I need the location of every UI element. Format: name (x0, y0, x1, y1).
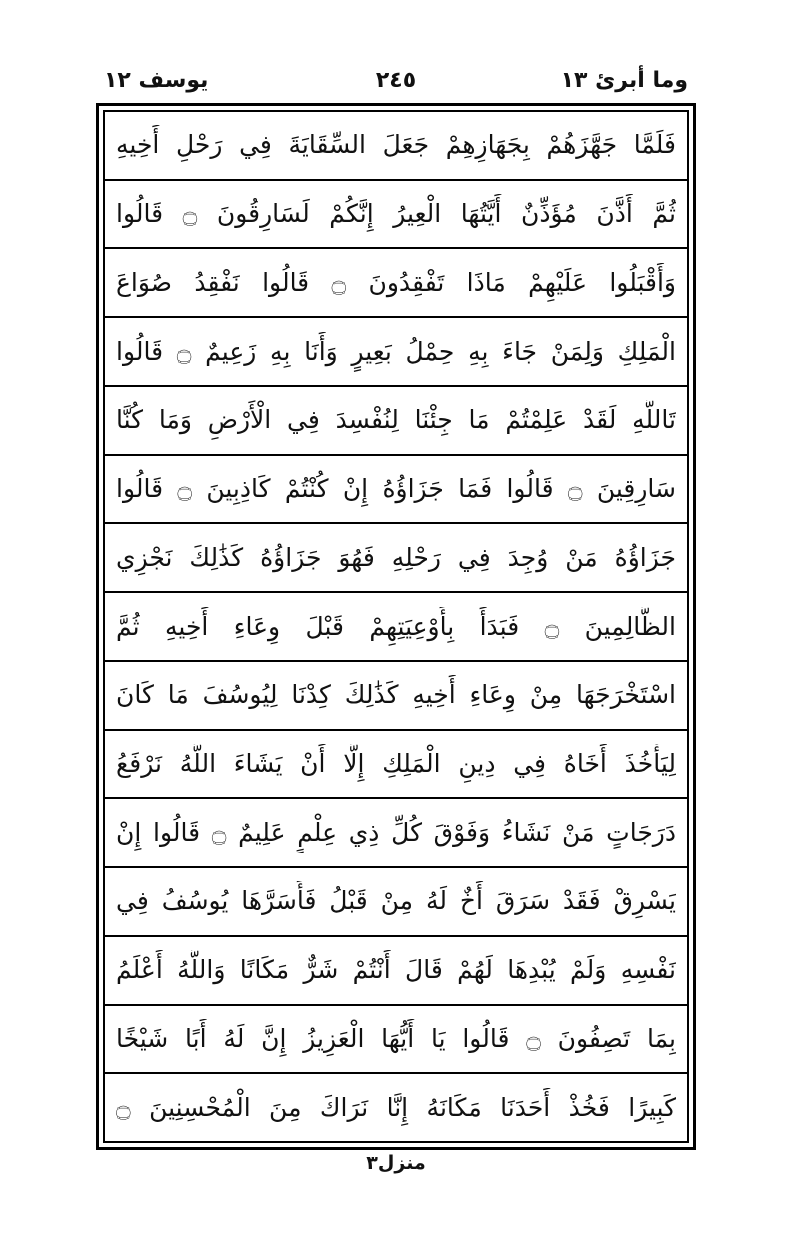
verse-text: وَأَقْبَلُوا عَلَيْهِمْ مَاذَا تَفْقِدُونَ ۝ قَالُوا نَفْقِدُ صُوَاعَ (116, 267, 676, 297)
text-frame (103, 110, 689, 1143)
verse-text: الْمَلِكِ وَلِمَنْ جَاءَ بِهِ حِمْلُ بَعِيرٍ وَأَنَا بِهِ زَعِيمٌ ۝ قَالُوا (116, 336, 676, 366)
verse-text: دَرَجَاتٍ مَنْ نَشَاءُ وَفَوْقَ كُلِّ ذِي عِلْمٍ عَلِيمٌ ۝ قَالُوا إِنْ (116, 817, 676, 847)
verse-text: سَارِقِينَ ۝ قَالُوا فَمَا جَزَاؤُهُ إِنْ كُنْتُمْ كَاذِبِينَ ۝ قَالُوا (116, 474, 676, 504)
verse-line (105, 387, 687, 456)
juz-label: وما أبرئ ١٣ (560, 68, 688, 93)
verse-text: فَلَمَّا جَهَّزَهُمْ بِجَهَازِهِمْ جَعَلَ السِّقَايَةَ فِي رَحْلِ أَخِيهِ (116, 130, 676, 160)
verse-line (105, 249, 687, 318)
verse-text: ثُمَّ أَذَّنَ مُؤَذِّنٌ أَيَّتُهَا الْعِيرُ إِنَّكُمْ لَسَارِقُونَ ۝ قَالُوا (116, 199, 676, 229)
verse-text: اسْتَخْرَجَهَا مِنْ وِعَاءِ أَخِيهِ كَذَٰلِكَ كِدْنَا لِيُوسُفَ مَا كَانَ (116, 680, 676, 710)
surah-label: يوسف ١٢ (104, 68, 209, 93)
verse-line (105, 868, 687, 937)
verse-line (105, 456, 687, 525)
verse-line (105, 731, 687, 800)
verse-line (105, 799, 687, 868)
verse-line (105, 112, 687, 181)
verse-line (105, 318, 687, 387)
verse-line (105, 662, 687, 731)
verse-text: بِمَا تَصِفُونَ ۝ قَالُوا يَا أَيُّهَا الْعَزِيزُ إِنَّ لَهُ أَبًا شَيْخًا (116, 1023, 676, 1053)
verse-text: لِيَأْخُذَ أَخَاهُ فِي دِينِ الْمَلِكِ إِلَّا أَنْ يَشَاءَ اللَّهُ نَرْفَعُ (116, 748, 676, 778)
manzil-label: منزل٣ (366, 1152, 426, 1174)
page-header (100, 64, 692, 102)
verse-line (105, 524, 687, 593)
verse-text: يَسْرِقْ فَقَدْ سَرَقَ أَخٌ لَهُ مِنْ قَبْلُ فَأَسَرَّهَا يُوسُفُ فِي (116, 886, 676, 916)
page-footer (0, 1152, 792, 1174)
page-number: ٢٤٥ (375, 68, 417, 93)
verse-text: جَزَاؤُهُ مَنْ وُجِدَ فِي رَحْلِهِ فَهُوَ جَزَاؤُهُ كَذَٰلِكَ نَجْزِي (116, 542, 676, 572)
verse-text: الظَّالِمِينَ ۝ فَبَدَأَ بِأَوْعِيَتِهِمْ قَبْلَ وِعَاءِ أَخِيهِ ثُمَّ (116, 611, 676, 641)
verse-line (105, 181, 687, 250)
verse-text: كَبِيرًا فَخُذْ أَحَدَنَا مَكَانَهُ إِنَّا نَرَاكَ مِنَ الْمُحْسِنِينَ ۝ (116, 1092, 676, 1122)
verse-line (105, 593, 687, 662)
verse-text: نَفْسِهِ وَلَمْ يُبْدِهَا لَهُمْ قَالَ أَنْتُمْ شَرٌّ مَكَانًا وَاللَّهُ أَعْلَمُ (116, 955, 676, 985)
verse-line (105, 1006, 687, 1075)
verse-text: تَاللَّهِ لَقَدْ عَلِمْتُمْ مَا جِئْنَا لِنُفْسِدَ فِي الْأَرْضِ وَمَا كُنَّا (116, 405, 676, 435)
verse-line (105, 1074, 687, 1141)
verse-line (105, 937, 687, 1006)
